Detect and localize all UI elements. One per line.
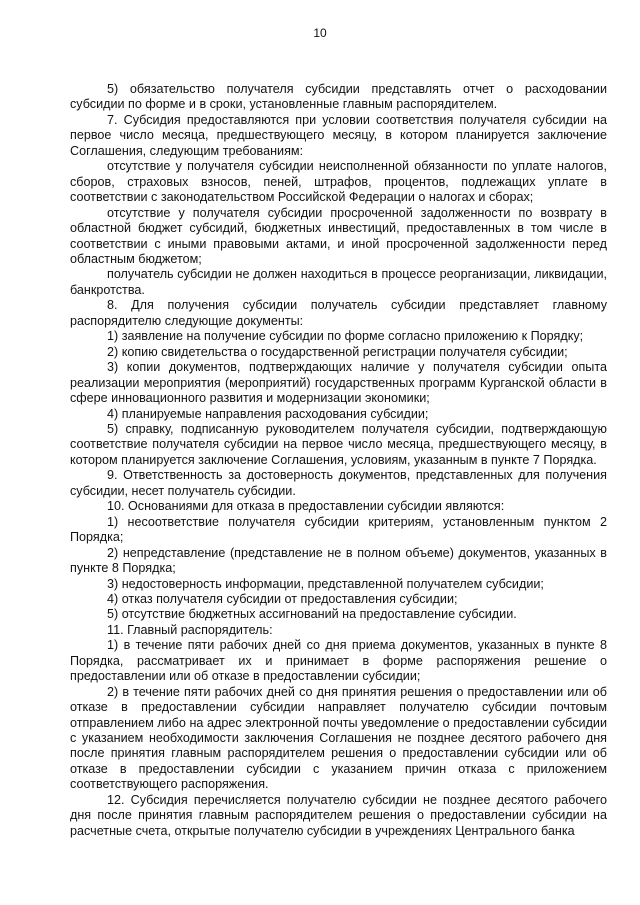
paragraph: 2) копию свидетельства о государственной регистрации получателя субсидии;	[107, 344, 568, 359]
paragraph: отсутствие у получателя субсидии неисполненной обязанности по уплате налогов, сборов, страховых взносов, пеней, штрафов, процентов, подлежащих уплате в соответствии с законодательством Российской Федерации о налогах и сборах;	[70, 159, 607, 205]
paragraph: 7. Субсидия предоставляются при условии соответствия получателя субсидии на первое число месяца, предшествующего месяцу, в котором планируется заключение Соглашения, следующим требованиям:	[70, 112, 607, 158]
paragraph: 10. Основаниями для отказа в предоставлении субсидии являются:	[107, 499, 505, 514]
paragraph: 1) несоответствие получателя субсидии критериям, установленным пунктом 2 Порядка;	[70, 514, 607, 545]
paragraph: 4) отказ получателя субсидии от предоставления субсидии;	[107, 591, 458, 606]
paragraph: 9. Ответственность за достоверность документов, представленных для получения субсидии, несет получатель субсидии.	[70, 468, 607, 498]
paragraph: 5) отсутствие бюджетных ассигнований на предоставление субсидии.	[107, 607, 517, 622]
paragraph: отсутствие у получателя субсидии просроченной задолженности по возврату в областной бюджет субсидий, бюджетных инвестиций, предоставленных в том числе в соответствии с иными правовыми актами, и иной просроченной задолженности перед областным бюджетом;	[70, 205, 607, 266]
paragraph: 11. Главный распорядитель:	[107, 622, 273, 637]
paragraph: 2) в течение пяти рабочих дней со дня принятия решения о предоставлении или об отказе в предоставлении субсидии направляет получателю субсидии почтовым отправлением либо на адрес электронной почты уведомление о предоставлении субсидии с указанием необходимости заключения Соглашения не позднее десятого рабочего дня после принятия главным распорядителем решения о предоставлении субсидии или об отказе в предоставлении субсидии с указанием причин отказа с приложением соответствующего распоряжения.	[70, 684, 607, 792]
paragraph: 1) в течение пяти рабочих дней со дня приема документов, указанных в пункте 8 Порядка, рассматривает их и принимает в форме распоряжения решение о предоставлении или об отказе в предоставлении субсидии;	[70, 638, 607, 684]
paragraph: 8. Для получения субсидии получатель субсидии представляет главному распорядителю следующие документы:	[70, 298, 607, 328]
paragraph: 12. Субсидия перечисляется получателю субсидии не позднее десятого рабочего дня после принятия главным распорядителем решения о предоставлении субсидии на расчетные счета, открытые получателю субсидии в учреждениях Центрального банка	[70, 792, 607, 838]
paragraph: 2) непредставление (представление не в полном объеме) документов, указанных в пункте 8 Порядка;	[70, 545, 607, 576]
document-body	[70, 82, 607, 839]
page-number: 10	[313, 26, 327, 40]
paragraph: получатель субсидии не должен находиться в процессе реорганизации, ликвидации, банкротства.	[70, 267, 607, 297]
paragraph: 5) справку, подписанную руководителем получателя субсидии, подтверждающую соответствие получателя субсидии на первое число месяца, предшествующего месяцу, в котором планируется заключение Соглашения, условиям, указанным в пункте 7 Порядка.	[70, 421, 607, 467]
paragraph: 1) заявление на получение субсидии по форме согласно приложению к Порядку;	[107, 329, 584, 344]
paragraph: 5) обязательство получателя субсидии представлять отчет о расходовании субсидии по форме и в сроки, установленные главным распорядителем.	[70, 82, 607, 112]
paragraph: 3) недостоверность информации, представленной получателем субсидии;	[107, 576, 544, 591]
paragraph: 4) планируемые направления расходования субсидии;	[107, 406, 429, 421]
paragraph: 3) копии документов, подтверждающих наличие у получателя субсидии опыта реализации мероприятия (мероприятий) государственных программ Курганской области в сфере инновационного развития и модернизации экономики;	[70, 360, 607, 406]
